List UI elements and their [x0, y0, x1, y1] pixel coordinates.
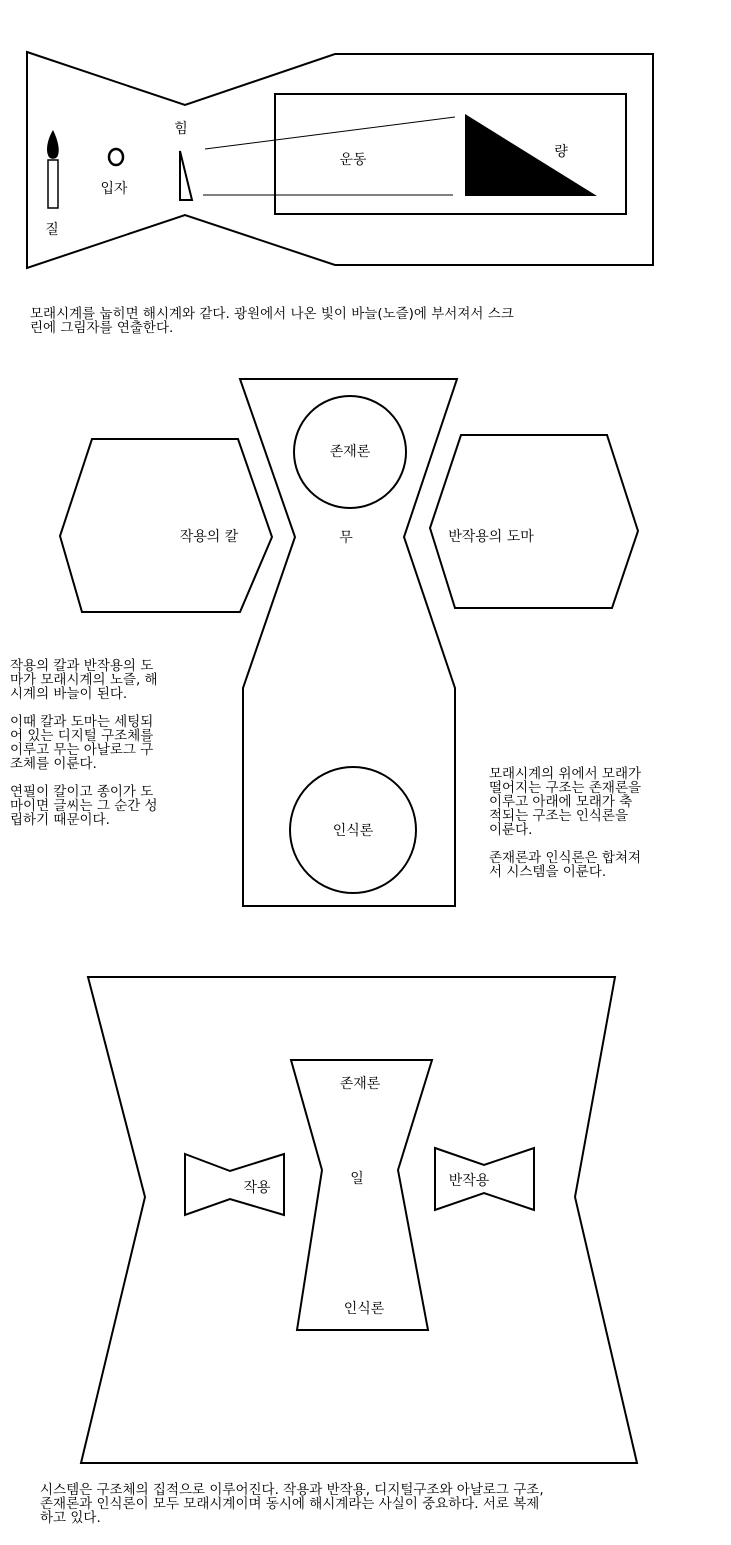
label-particle: 입자: [100, 181, 128, 197]
label-work: 일: [350, 1171, 364, 1187]
label-action: 작용: [243, 1180, 271, 1196]
label-epistemology-3: 인식론: [343, 1301, 385, 1317]
label-quality: 질: [45, 222, 59, 238]
label-epistemology: 인식론: [332, 823, 374, 839]
knife-hexagon: [60, 439, 272, 612]
label-motion: 운동: [339, 152, 367, 168]
label-board: 반작용의 도마: [448, 529, 534, 545]
board-hexagon: [430, 435, 638, 608]
label-force: 힘: [174, 121, 188, 137]
section2-left-text: 작용의 칼과 반작용의 도 마가 모래시계의 노즐, 해 시계의 바늘이 된다. 이때 칼과 도마는 세팅되 어 있는 디지털 구조체를 이루고 무는 아날로그 구 조체를 이룬다. 연필이 칼이고 종이가 도 마이면 글씨는 그 순간 성 립하기 때문이다.: [10, 658, 158, 828]
label-ontology-3: 존재론: [339, 1076, 381, 1092]
label-ontology: 존재론: [329, 444, 371, 460]
label-knife: 작용의 칼: [179, 529, 239, 545]
section3-caption: 시스템은 구조체의 집적으로 이루어진다. 작용과 반작용, 디지털구조와 아날로그 구조, 존재론과 인식론이 모두 모래시계이며 동시에 해시계라는 사실이 중요하다. 서로 복제 하고 있다.: [40, 1482, 544, 1526]
label-nothing: 무: [339, 530, 353, 546]
section2-right-text: 모래시계의 위에서 모래가 떨어지는 구조는 존재론을 이루고 아래에 모래가 축 적되는 구조는 인식론을 이룬다. 존재론과 인식론은 합쳐져 서 시스템을 이룬다.: [489, 766, 642, 880]
label-quantity: 량: [554, 144, 568, 160]
section1-caption: 모래시계를 눕히면 해시계와 같다. 광원에서 나온 빛이 바늘(노즐)에 부서져서 스크 린에 그림자를 연출한다.: [30, 306, 514, 336]
candle-icon: [47, 130, 59, 208]
label-reaction: 반작용: [448, 1173, 490, 1189]
